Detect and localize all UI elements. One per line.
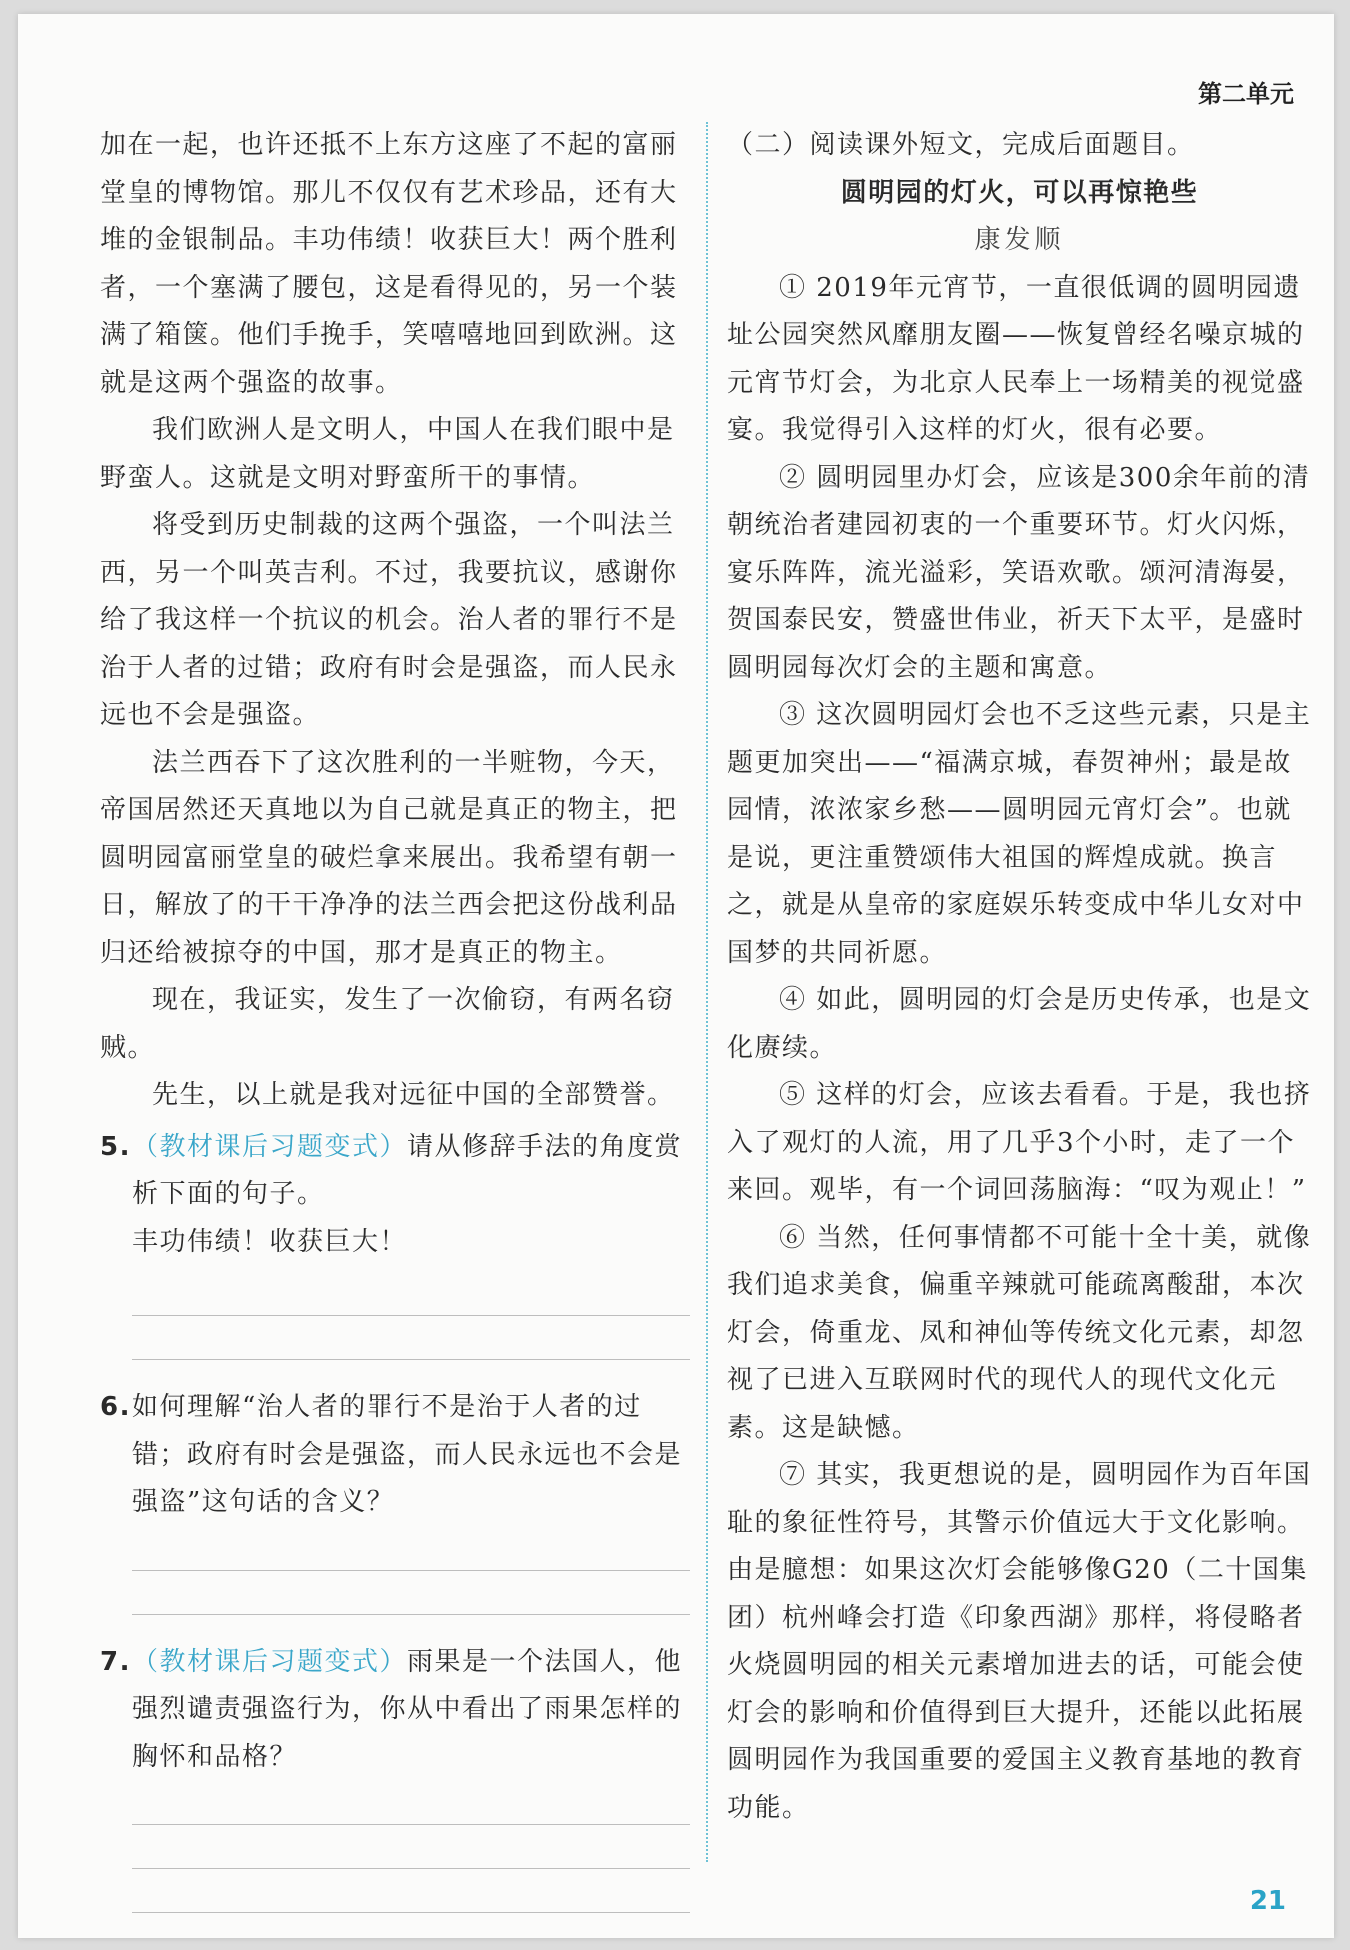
page bbox=[18, 14, 1334, 1938]
question-tag: （教材课后习题变式） bbox=[132, 1131, 408, 1162]
question-7 bbox=[100, 1639, 690, 1782]
article-paragraph: ① 2019年元宵节，一直很低调的圆明园遗址公园突然风靡朋友圈——恢复曾经名噪京城的元宵节灯会，为北京人民奉上一场精美的视觉盛宴。我觉得引入这样的灯火，很有必要。 bbox=[727, 272, 1305, 445]
article-paragraph: ⑦ 其实，我更想说的是，圆明园作为百年国耻的象征性符号，其警示价值远大于文化影响。由是臆想：如果这次灯会能够像G20（二十国集团）杭州峰会打造《印象西湖》那样，将侵略者火烧圆明园的相关元素增加进去的话，可能会使灯会的影响和价值得到巨大提升，还能以此拓展圆明园作为我国重要的爱国主义教育基地的教育功能。 bbox=[727, 1460, 1312, 1823]
article-paragraph: ⑤ 这样的灯会，应该去看看。于是，我也挤入了观灯的人流，用了几乎3个小时，走了一个来回。观毕，有一个词回荡脑海：“叹为观止！” bbox=[727, 1080, 1312, 1205]
left-column bbox=[100, 122, 690, 1913]
question-tag: （教材课后习题变式） bbox=[132, 1646, 408, 1677]
question-text: 雨果是一个法国人，他强烈谴责强盗行为，你从中看出了雨果怎样的胸怀和品格？ bbox=[132, 1646, 683, 1772]
article-paragraph: ③ 这次圆明园灯会也不乏这些元素，只是主题更加突出——“福满京城，春贺神州；最是故园情，浓浓家乡愁——圆明园元宵灯会”。也就是说，更注重赞颂伟大祖国的辉煌成就。换言之，就是从皇帝的家庭娱乐转变成中华儿女对中国梦的共同祈愿。 bbox=[727, 700, 1312, 968]
question-number: 6. bbox=[100, 1392, 131, 1422]
article-paragraph: ④ 如此，圆明园的灯会是历史传承，也是文化赓续。 bbox=[727, 985, 1312, 1063]
question-number: 5. bbox=[100, 1131, 131, 1162]
column-divider bbox=[706, 122, 708, 1862]
question-5 bbox=[100, 1124, 690, 1267]
section-intro: （二）阅读课外短文，完成后面题目。 bbox=[727, 130, 1195, 160]
right-column bbox=[727, 122, 1312, 1832]
body-paragraph: 先生，以上就是我对远征中国的全部赞誉。 bbox=[152, 1080, 675, 1110]
unit-header: 第二单元 bbox=[1198, 80, 1294, 108]
body-paragraph: 加在一起，也许还抵不上东方这座了不起的富丽堂皇的博物馆。那儿不仅仅有艺术珍品，还有大堆的金银制品。丰功伟绩！收获巨大！两个胜利者，一个塞满了腰包，这是看得见的，另一个装满了箱箧。他们手挽手，笑嘻嘻地回到欧洲。这就是这两个强盗的故事。 bbox=[100, 130, 678, 398]
article-paragraph: ⑥ 当然，任何事情都不可能十全十美，就像我们追求美食，偏重辛辣就可能疏离酸甜，本次灯会，倚重龙、凤和神仙等传统文化元素，却忽视了已进入互联网时代的现代人的现代文化元素。这是缺憾。 bbox=[727, 1222, 1312, 1443]
body-paragraph: 法兰西吞下了这次胜利的一半赃物，今天，帝国居然还天真地以为自己就是真正的物主，把圆明园富丽堂皇的破烂拿来展出。我希望有朝一日，解放了的干干净净的法兰西会把这份战利品归还给被掠夺的中国，那才是真正的物主。 bbox=[100, 747, 678, 968]
question-text: 请从修辞手法的角度赏析下面的句子。 bbox=[132, 1131, 683, 1209]
question-6 bbox=[100, 1384, 690, 1527]
article-author: 康发顺 bbox=[974, 225, 1065, 255]
page-number: 21 bbox=[1249, 1886, 1286, 1916]
body-paragraph: 现在，我证实，发生了一次偷窃，有两名窃贼。 bbox=[100, 985, 675, 1063]
body-paragraph: 将受到历史制裁的这两个强盗，一个叫法兰西，另一个叫英吉利。不过，我要抗议，感谢你给了我这样一个抗议的机会。治人者的罪行不是治于人者的过错；政府有时会是强盗，而人民永远也不会是强盗。 bbox=[100, 510, 678, 730]
article-paragraph: ② 圆明园里办灯会，应该是300余年前的清朝统治者建园初衷的一个重要环节。灯火闪烁，宴乐阵阵，流光溢彩，笑语欢歌。颂河清海晏，贺国泰民安，赞盛世伟业，祈天下太平，是盛时圆明园每次灯会的主题和寓意。 bbox=[727, 462, 1311, 683]
article-title: 圆明园的灯火，可以再惊艳些 bbox=[840, 177, 1199, 208]
body-paragraph: 我们欧洲人是文明人，中国人在我们眼中是野蛮人。这就是文明对野蛮所干的事情。 bbox=[100, 415, 675, 493]
question-number: 7. bbox=[100, 1646, 131, 1677]
answer-line[interactable] bbox=[132, 1911, 690, 1913]
question-text: 如何理解“治人者的罪行不是治于人者的过错；政府有时会是强盗，而人民永远也不会是强盗”这句话的含义？ bbox=[132, 1392, 683, 1517]
question-quote: 丰功伟绩！收获巨大！ bbox=[132, 1226, 408, 1257]
